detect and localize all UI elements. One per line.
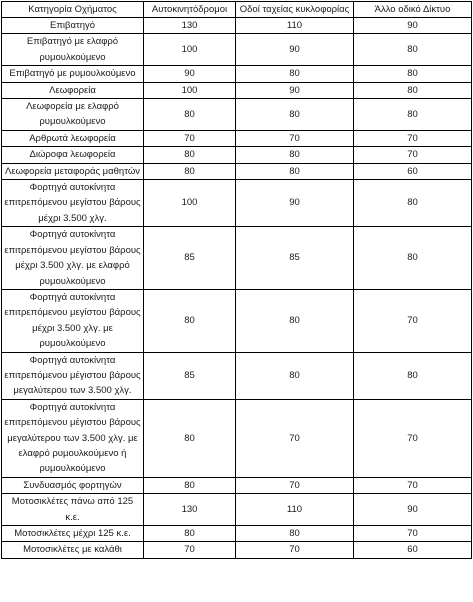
table-row — [2, 34, 472, 66]
cell-expressway-limit: 110 — [236, 494, 354, 526]
cell-vehicle-category: Μοτοσικλέτες με καλάθι — [2, 542, 144, 558]
cell-vehicle-category: Αρθρωτά λεωφορεία — [2, 130, 144, 146]
table-body — [2, 18, 472, 559]
cell-motorway-limit: 85 — [144, 227, 236, 290]
cell-expressway-limit: 80 — [236, 526, 354, 542]
cell-other-road-limit: 70 — [354, 130, 472, 146]
cell-vehicle-category: Συνδυασμός φορτηγών — [2, 477, 144, 493]
cell-vehicle-category: Μοτοσικλέτες πάνω από 125 κ.ε. — [2, 494, 144, 526]
header-motorways: Αυτοκινητόδρομοι — [144, 2, 236, 18]
cell-vehicle-category: Φορτηγά αυτοκίνητα επιτρεπόμενου μεγίστου βάρους μέχρι 3.500 χλγ. — [2, 180, 144, 227]
cell-other-road-limit: 80 — [354, 34, 472, 66]
cell-expressway-limit: 80 — [236, 352, 354, 399]
table-row — [2, 542, 472, 558]
cell-motorway-limit: 80 — [144, 99, 236, 131]
cell-other-road-limit: 60 — [354, 163, 472, 179]
cell-motorway-limit: 80 — [144, 526, 236, 542]
cell-other-road-limit: 90 — [354, 18, 472, 34]
cell-motorway-limit: 90 — [144, 66, 236, 82]
cell-other-road-limit: 80 — [354, 180, 472, 227]
table-row — [2, 477, 472, 493]
cell-other-road-limit: 70 — [354, 289, 472, 352]
cell-motorway-limit: 100 — [144, 180, 236, 227]
cell-expressway-limit: 80 — [236, 147, 354, 163]
cell-expressway-limit: 85 — [236, 227, 354, 290]
cell-motorway-limit: 80 — [144, 289, 236, 352]
cell-vehicle-category: Φορτηγά αυτοκίνητα επιτρεπόμενου μεγίστου βάρους μέχρι 3.500 χλγ. με ρυμουλκούμενο — [2, 289, 144, 352]
cell-other-road-limit: 60 — [354, 542, 472, 558]
cell-motorway-limit: 80 — [144, 163, 236, 179]
table-row — [2, 289, 472, 352]
cell-vehicle-category: Φορτηγά αυτοκίνητα επιτρεπόμενου μέγιστου βάρους μεγαλύτερου των 3.500 χλγ. με ελαφρό ρυμουλκούμενο ή ρυμουλκούμενο — [2, 399, 144, 477]
cell-other-road-limit: 80 — [354, 352, 472, 399]
table-row — [2, 399, 472, 477]
cell-other-road-limit: 80 — [354, 99, 472, 131]
cell-motorway-limit: 70 — [144, 542, 236, 558]
table-row — [2, 147, 472, 163]
cell-vehicle-category: Επιβατηγό με ρυμουλκούμενο — [2, 66, 144, 82]
cell-other-road-limit: 80 — [354, 227, 472, 290]
cell-motorway-limit: 80 — [144, 477, 236, 493]
table-row — [2, 66, 472, 82]
cell-other-road-limit: 70 — [354, 526, 472, 542]
header-other-roads: Άλλο οδικό Δίκτυο — [354, 2, 472, 18]
cell-other-road-limit: 90 — [354, 494, 472, 526]
cell-expressway-limit: 70 — [236, 542, 354, 558]
cell-motorway-limit: 100 — [144, 34, 236, 66]
cell-expressway-limit: 110 — [236, 18, 354, 34]
cell-vehicle-category: Λεωφορεία με ελαφρό ρυμουλκούμενο — [2, 99, 144, 131]
cell-expressway-limit: 80 — [236, 66, 354, 82]
cell-expressway-limit: 80 — [236, 163, 354, 179]
cell-vehicle-category: Λεωφορεία — [2, 82, 144, 98]
cell-motorway-limit: 100 — [144, 82, 236, 98]
cell-other-road-limit: 70 — [354, 477, 472, 493]
header-vehicle-category: Κατηγορία Οχήματος — [2, 2, 144, 18]
cell-expressway-limit: 80 — [236, 99, 354, 131]
cell-vehicle-category: Επιβατηγό — [2, 18, 144, 34]
cell-other-road-limit: 80 — [354, 82, 472, 98]
cell-motorway-limit: 70 — [144, 130, 236, 146]
table-row — [2, 163, 472, 179]
speed-limits-table — [1, 1, 472, 559]
cell-motorway-limit: 80 — [144, 399, 236, 477]
cell-other-road-limit: 70 — [354, 399, 472, 477]
cell-expressway-limit: 90 — [236, 82, 354, 98]
cell-expressway-limit: 70 — [236, 477, 354, 493]
cell-expressway-limit: 70 — [236, 130, 354, 146]
cell-motorway-limit: 85 — [144, 352, 236, 399]
cell-expressway-limit: 70 — [236, 399, 354, 477]
header-expressways: Οδοί ταχείας κυκλοφορίας — [236, 2, 354, 18]
cell-vehicle-category: Μοτοσικλέτες μέχρι 125 κ.ε. — [2, 526, 144, 542]
cell-other-road-limit: 80 — [354, 66, 472, 82]
table-row — [2, 130, 472, 146]
cell-expressway-limit: 90 — [236, 34, 354, 66]
table-header-row — [2, 2, 472, 18]
cell-expressway-limit: 90 — [236, 180, 354, 227]
cell-vehicle-category: Φορτηγά αυτοκίνητα επιτρεπόμενου μέγιστου βάρους μεγαλύτερου των 3.500 χλγ. — [2, 352, 144, 399]
cell-motorway-limit: 130 — [144, 18, 236, 34]
cell-expressway-limit: 80 — [236, 289, 354, 352]
table-row — [2, 99, 472, 131]
table-row — [2, 82, 472, 98]
cell-vehicle-category: Επιβατηγό με ελαφρό ρυμουλκούμενο — [2, 34, 144, 66]
table-row — [2, 494, 472, 526]
cell-motorway-limit: 80 — [144, 147, 236, 163]
table-row — [2, 180, 472, 227]
table-row — [2, 352, 472, 399]
cell-vehicle-category: Διώροφα λεωφορεία — [2, 147, 144, 163]
cell-vehicle-category: Φορτηγά αυτοκίνητα επιτρεπόμενου μεγίστου βάρους μέχρι 3.500 χλγ. με ελαφρό ρυμουλκούμενο — [2, 227, 144, 290]
table-row — [2, 227, 472, 290]
table-row — [2, 18, 472, 34]
cell-vehicle-category: Λεωφορεία μεταφοράς μαθητών — [2, 163, 144, 179]
cell-other-road-limit: 70 — [354, 147, 472, 163]
cell-motorway-limit: 130 — [144, 494, 236, 526]
table-row — [2, 526, 472, 542]
